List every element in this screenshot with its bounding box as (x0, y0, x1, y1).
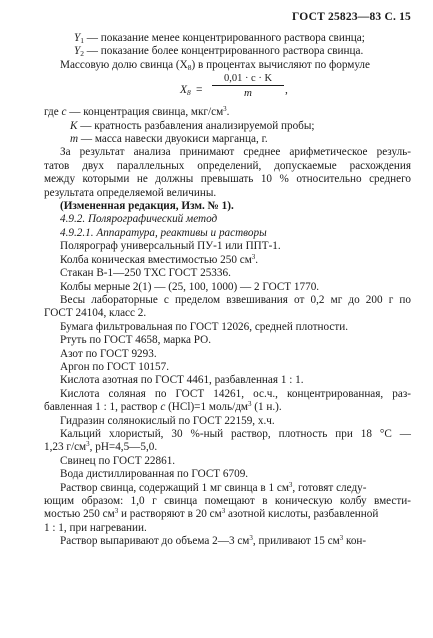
text-line: Гидразин солянокислый по ГОСТ 22159, х.ч. (60, 414, 275, 427)
text-line: Кальций хлористый, 30 %-ный раствор, плотность при 18 °С — (60, 427, 411, 440)
text-line: Кислота азотная по ГОСТ 4461, разбавленная 1 : 1. (60, 374, 304, 387)
text-segment: 1,23 г/см (44, 441, 87, 454)
text-segment: ) в процентах вычисляют по формуле (191, 58, 370, 71)
formula-equals: = (196, 84, 203, 97)
text-line (44, 254, 411, 267)
text-segment: Массовую долю свинца (X (60, 58, 188, 71)
text-segment: кон- (343, 535, 367, 548)
subsection-heading: 4.9.2.1. Аппаратура, реактивы и растворы (60, 226, 267, 239)
text-segment: , pH=4,5—5,0. (89, 441, 158, 454)
text-line: Бумага фильтровальная по ГОСТ 12026, средней плотности. (60, 320, 349, 333)
superscript: 3 (251, 252, 256, 261)
formula-lhs-subscript: 8 (187, 88, 191, 98)
text-line: За результат анализа принимают среднее арифметическое резуль- (60, 146, 411, 159)
amendment-note: (Измененная редакция, Изм. № 1). (60, 200, 234, 213)
text-segment: — кратность разбавления анализируемой пробы; (77, 119, 315, 132)
symbol-subscript: 8 (187, 62, 192, 72)
text-segment: (1 н.). (251, 401, 282, 414)
superscript: 3 (223, 105, 227, 114)
formula-lhs (180, 84, 191, 96)
text-segment: Раствор выпаривают до объема 2—3 см (60, 535, 250, 548)
text-segment: мостью 250 см (44, 508, 115, 521)
text-line: татов двух параллельных определений, допускаемые расхождения (44, 159, 411, 172)
text-line: Аргон по ГОСТ 10157. (60, 360, 170, 373)
text-line (44, 120, 411, 133)
symbol-subscript: 2 (80, 49, 84, 59)
text-line (44, 32, 411, 45)
text-line: Стакан В-1—250 ТХС ГОСТ 25336. (60, 267, 231, 280)
text-segment: Колба коническая вместимостью 250 см (60, 253, 252, 266)
text-line (44, 133, 411, 146)
text-line (44, 59, 411, 72)
formula-lhs-symbol: X (180, 84, 188, 97)
text-segment: бавленная 1 : 1, раствор (44, 401, 161, 414)
text-line: Полярограф универсальный ПУ-1 или ППТ-1. (60, 240, 281, 253)
text-line: результата определяемой величины. (44, 186, 217, 199)
symbol-c: c (61, 106, 67, 119)
formula-fraction (212, 73, 284, 99)
superscript: 3 (339, 534, 344, 543)
text-segment: . (226, 106, 230, 119)
text-line (44, 45, 411, 58)
text-segment: — показание более концентрированного раствора свинца. (86, 45, 364, 58)
text-segment: , приливают 15 см (252, 535, 340, 548)
symbol-c: c (160, 401, 166, 414)
text-line: Кислота соляная по ГОСТ 14261, ос.ч., концентрированная, раз- (60, 387, 411, 400)
formula-numerator: 0,01 · c · K (212, 73, 284, 86)
text-line (44, 535, 411, 548)
superscript: 3 (221, 507, 226, 516)
page-header: ГОСТ 25823—83 С. 15 (292, 11, 411, 23)
text-line: Вода дистиллированная по ГОСТ 6709. (60, 468, 249, 481)
text-line: между которыми не должны превышать 10 % относительно среднего (44, 173, 411, 186)
symbol-m: m (70, 133, 79, 146)
text-segment: (HCl)=1 моль/дм (165, 401, 248, 414)
text-line: Азот по ГОСТ 9293. (60, 347, 157, 360)
text-line: 1 : 1, при нагревании. (44, 521, 147, 534)
symbol-y1: Y (74, 32, 81, 44)
text-segment: . (255, 253, 259, 266)
symbol-k: K (70, 119, 78, 132)
symbol-subscript: 1 (80, 36, 84, 45)
text-segment: и растворяют в 20 см (118, 508, 222, 521)
formula-denominator: m (244, 87, 252, 100)
symbol-y2: Y (74, 45, 81, 58)
text-line (44, 508, 411, 521)
superscript: 3 (114, 507, 119, 516)
superscript: 3 (247, 400, 252, 409)
formula-comma: , (285, 84, 288, 97)
text-line (44, 482, 411, 495)
text-line: Ртуть по ГОСТ 4658, марка РО. (60, 334, 212, 347)
superscript: 3 (86, 440, 90, 449)
text-segment: — концентрация свинца, мкг/см (66, 106, 224, 119)
superscript: 3 (249, 534, 253, 543)
text-segment: — масса навески двуокиси марганца, г. (78, 133, 268, 146)
text-line (44, 106, 411, 119)
text-line: Весы лабораторные с пределом взвешивания от 0,2 мг до 200 г по (60, 293, 411, 306)
text-segment: Раствор свинца, содержащий 1 мг свинца в 1 см (60, 481, 289, 494)
section-heading: 4.9.2. Полярографический метод (60, 213, 218, 226)
text-line: ющим образом: 1,0 г свинца помещают в коническую колбу вмести- (44, 495, 411, 507)
text-segment: азотной кислоты, разбавленной (225, 508, 379, 521)
text-line (44, 441, 411, 454)
text-segment: , готовят следу- (292, 481, 367, 494)
text-segment: — показание менее концентрированного раствора свинца; (86, 32, 365, 44)
text-line (44, 401, 411, 414)
text-line: Свинец по ГОСТ 22861. (60, 454, 176, 467)
text-line: ГОСТ 24104, класс 2. (44, 307, 147, 320)
text-line: Колбы мерные 2(1) — (25, 100, 1000) — 2 ГОСТ 1770. (60, 280, 320, 293)
formula (44, 72, 411, 106)
superscript: 3 (288, 480, 293, 489)
text-segment: где (44, 106, 62, 119)
